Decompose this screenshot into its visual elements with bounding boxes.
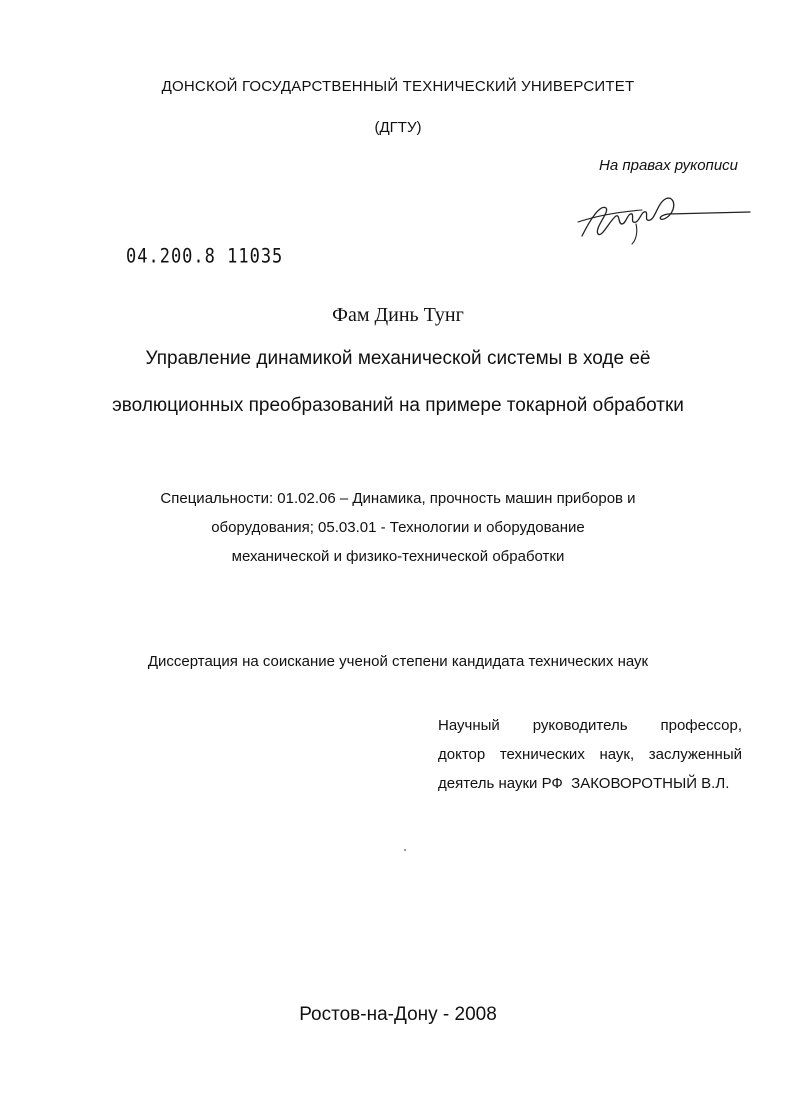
dissertation-title-line-2: эволюционных преобразований на примере токарной обработки — [112, 395, 684, 416]
author-name: Фам Динь Тунг — [332, 304, 464, 326]
advisor-line-2: доктор технических наук, заслуженный — [438, 746, 742, 763]
specialties-line-2: оборудования; 05.03.01 - Технологии и оборудование — [211, 519, 585, 536]
manuscript-note: На правах рукописи — [599, 157, 738, 174]
signature — [576, 190, 752, 246]
scan-speck — [404, 849, 406, 851]
university-abbreviation: (ДГТУ) — [374, 119, 422, 136]
dissertation-title-line-1: Управление динамикой механической системы в ходе её — [145, 348, 651, 369]
specialties-line-1: Специальности: 01.02.06 – Динамика, прочность машин приборов и — [160, 490, 636, 507]
registration-number: 04.200.8 11035 — [126, 245, 284, 268]
degree-statement: Диссертация на соискание ученой степени кандидата технических наук — [147, 653, 649, 670]
city-year: Ростов-на-Дону - 2008 — [299, 1004, 497, 1025]
advisor-line-1: Научный руководитель профессор, — [438, 717, 742, 734]
advisor-line-3: деятель науки РФ ЗАКОВОРОТНЫЙ В.Л. — [438, 775, 730, 792]
university-name: ДОНСКОЙ ГОСУДАРСТВЕННЫЙ ТЕХНИЧЕСКИЙ УНИВЕРСИТЕТ — [161, 78, 635, 95]
specialties-line-3: механической и физико-технической обработки — [231, 548, 565, 565]
